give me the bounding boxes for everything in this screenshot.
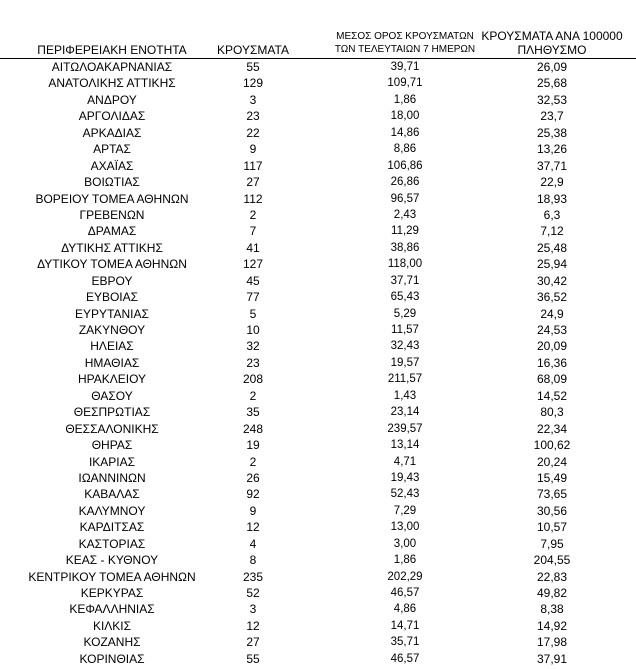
header-per100k xyxy=(472,29,632,57)
avg7-cell: 18,00 xyxy=(390,110,420,123)
cases-cell: 129 xyxy=(242,76,264,91)
avg7-cell: 4,71 xyxy=(393,455,417,468)
cases-cell: 9 xyxy=(249,503,257,518)
avg7-cell: 52,43 xyxy=(390,488,420,501)
table-row xyxy=(0,273,636,289)
avg7-cell: 211,57 xyxy=(387,373,423,386)
region-cell: ΑΡΤΑΣ xyxy=(93,142,131,157)
cases-cell: 235 xyxy=(242,569,264,584)
cases-cell: 41 xyxy=(246,240,260,255)
region-cell: ΚΙΛΚΙΣ xyxy=(92,618,132,633)
table-row xyxy=(0,421,636,437)
per100k-cell: 80,3 xyxy=(540,405,564,420)
table-row xyxy=(0,371,636,387)
region-cell: ΘΕΣΠΡΩΤΙΑΣ xyxy=(73,405,151,420)
region-cell: ΚΟΡΙΝΘΙΑΣ xyxy=(79,651,145,666)
region-cell: ΚΕΝΤΡΙΚΟΥ ΤΟΜΕΑ ΑΘΗΝΩΝ xyxy=(28,569,196,584)
region-cell: ΑΝΑΤΟΛΙΚΗΣ ΑΤΤΙΚΗΣ xyxy=(48,76,176,91)
table-row xyxy=(0,437,636,453)
per100k-cell: 22,34 xyxy=(536,421,568,436)
table-row xyxy=(0,240,636,256)
region-cell: ΒΟΡΕΙΟΥ ΤΟΜΕΑ ΑΘΗΝΩΝ xyxy=(35,191,189,206)
per100k-cell: 36,52 xyxy=(536,290,568,305)
cases-cell: 2 xyxy=(249,454,257,469)
avg7-cell: 202,29 xyxy=(387,570,423,583)
per100k-cell: 204,55 xyxy=(533,553,571,568)
region-cell: ΗΜΑΘΙΑΣ xyxy=(84,355,140,370)
per100k-cell: 22,9 xyxy=(540,175,564,190)
avg7-cell: 1,43 xyxy=(393,389,417,402)
avg7-cell: 14,71 xyxy=(390,619,420,632)
per100k-cell: 8,38 xyxy=(540,602,564,617)
avg7-cell: 4,86 xyxy=(393,603,417,616)
region-cell: ΚΑΣΤΟΡΙΑΣ xyxy=(78,536,146,551)
cases-cell: 5 xyxy=(249,306,257,321)
table-row xyxy=(0,519,636,535)
per100k-cell: 16,36 xyxy=(536,355,568,370)
per100k-cell: 25,48 xyxy=(536,240,568,255)
table-row xyxy=(0,191,636,207)
table-row xyxy=(0,618,636,634)
header-per100k-line2: ΠΛΗΘΥΣΜΟ xyxy=(517,43,587,57)
region-cell: ΘΗΡΑΣ xyxy=(91,438,133,453)
avg7-cell: 8,86 xyxy=(393,143,417,156)
avg7-cell: 5,29 xyxy=(393,307,417,320)
table-row xyxy=(0,59,636,75)
cases-cell: 52 xyxy=(246,586,260,600)
region-cell: ΔΡΑΜΑΣ xyxy=(87,224,137,239)
table-row xyxy=(0,108,636,124)
region-cell: ΚΑΛΥΜΝΟΥ xyxy=(78,503,146,518)
cases-cell: 23 xyxy=(246,355,260,370)
per100k-cell: 37,71 xyxy=(536,158,568,173)
cases-cell: 27 xyxy=(246,175,260,190)
cases-cell: 32 xyxy=(246,339,260,354)
region-cell: ΔΥΤΙΚΟΥ ΤΟΜΕΑ ΑΘΗΝΩΝ xyxy=(37,257,187,272)
region-cell: ΕΒΡΟΥ xyxy=(91,273,133,288)
cases-cell: 3 xyxy=(249,92,257,107)
table-row xyxy=(0,322,636,338)
avg7-cell: 11,29 xyxy=(391,225,419,238)
per100k-cell: 25,38 xyxy=(536,125,568,140)
region-cell: ΕΥΡΥΤΑΝΙΑΣ xyxy=(75,306,149,321)
cases-cell: 55 xyxy=(246,651,260,666)
table-row xyxy=(0,338,636,354)
region-cell: ΙΚΑΡΙΑΣ xyxy=(88,454,136,469)
cases-cell: 12 xyxy=(246,618,260,633)
cases-cell: 22 xyxy=(246,125,260,140)
region-cell: ΑΡΚΑΔΙΑΣ xyxy=(82,125,142,140)
region-cell: ΚΑΡΔΙΤΣΑΣ xyxy=(79,520,145,535)
region-cell: ΘΕΣΣΑΛΟΝΙΚΗΣ xyxy=(65,421,159,436)
table-row xyxy=(0,141,636,157)
per100k-cell: 68,09 xyxy=(536,372,568,387)
cases-cell: 92 xyxy=(246,487,260,502)
avg7-cell: 46,57 xyxy=(390,587,420,599)
region-cell: ΖΑΚΥΝΘΟΥ xyxy=(78,323,146,337)
cases-cell: 7 xyxy=(249,224,257,239)
table-row xyxy=(0,651,636,667)
table-row xyxy=(0,92,636,108)
region-cell: ΕΥΒΟΙΑΣ xyxy=(85,290,139,305)
per100k-cell: 25,94 xyxy=(536,257,568,272)
per100k-cell: 73,65 xyxy=(536,487,568,502)
avg7-cell: 96,57 xyxy=(390,192,420,205)
table-body xyxy=(0,59,636,667)
cases-cell: 27 xyxy=(246,635,260,650)
cases-cell: 3 xyxy=(249,602,257,617)
cases-cell: 112 xyxy=(243,191,263,206)
table-row xyxy=(0,552,636,568)
avg7-cell: 2,43 xyxy=(393,208,417,221)
cases-cell: 19 xyxy=(246,438,260,453)
avg7-cell: 13,00 xyxy=(390,521,420,534)
table-row xyxy=(0,289,636,305)
region-cell: ΘΑΣΟΥ xyxy=(91,388,133,403)
avg7-cell: 7,29 xyxy=(393,504,417,517)
region-cell: ΑΝΔΡΟΥ xyxy=(87,92,137,107)
cases-cell: 208 xyxy=(242,372,264,387)
per100k-cell: 49,82 xyxy=(536,586,568,600)
region-cell: ΗΡΑΚΛΕΙΟΥ xyxy=(77,372,147,387)
table-row xyxy=(0,601,636,617)
table-row xyxy=(0,470,636,486)
table-row xyxy=(0,174,636,190)
table-row xyxy=(0,125,636,141)
per100k-cell: 20,09 xyxy=(536,339,568,354)
region-cell: ΚΕΑΣ - ΚΥΘΝΟΥ xyxy=(65,553,159,568)
cases-cell: 117 xyxy=(243,158,263,173)
table-row xyxy=(0,388,636,404)
region-cell: ΙΩΑΝΝΙΝΩΝ xyxy=(78,470,146,485)
cases-cell: 248 xyxy=(242,421,264,436)
per100k-cell: 14,92 xyxy=(536,618,568,633)
per100k-cell: 10,57 xyxy=(536,520,568,535)
table-row xyxy=(0,355,636,371)
per100k-cell: 24,9 xyxy=(540,306,564,321)
per100k-cell: 7,12 xyxy=(540,224,564,239)
cases-cell: 10 xyxy=(246,323,260,337)
header-cases: ΚΡΟΥΣΜΑΤΑ xyxy=(217,43,289,57)
table-row xyxy=(0,256,636,272)
per100k-cell: 23,7 xyxy=(540,109,564,124)
per100k-cell: 7,95 xyxy=(540,536,564,551)
region-cell: ΚΑΒΑΛΑΣ xyxy=(84,487,140,502)
header-avg7-line1: ΜΕΣΟΣ ΟΡΟΣ ΚΡΟΥΣΜΑΤΩΝ xyxy=(336,31,474,42)
region-cell: ΗΛΕΙΑΣ xyxy=(90,339,134,354)
region-cell: ΓΡΕΒΕΝΩΝ xyxy=(79,207,145,222)
per100k-cell: 15,49 xyxy=(536,470,568,485)
avg7-cell: 239,57 xyxy=(387,422,423,435)
header-avg7-line2: ΤΩΝ ΤΕΛΕΥΤΑΙΩΝ 7 ΗΜΕΡΩΝ xyxy=(334,44,476,55)
cases-cell: 45 xyxy=(246,273,260,288)
region-cell: ΑΧΑΪΑΣ xyxy=(90,158,134,173)
avg7-cell: 3,00 xyxy=(393,537,417,550)
per100k-cell: 20,24 xyxy=(536,454,568,469)
header-per100k-line1: ΚΡΟΥΣΜΑΤΑ ΑΝΑ 100000 xyxy=(481,29,623,43)
per100k-cell: 24,53 xyxy=(536,323,568,337)
region-cell: ΑΙΤΩΛΟΑΚΑΡΝΑΝΙΑΣ xyxy=(51,60,173,74)
avg7-cell: 109,71 xyxy=(387,77,423,90)
cases-cell: 9 xyxy=(249,142,257,157)
per100k-cell: 18,93 xyxy=(536,191,568,206)
avg7-cell: 1,86 xyxy=(393,554,417,567)
table-row xyxy=(0,454,636,470)
avg7-cell: 14,86 xyxy=(390,126,420,139)
region-cell: ΔΥΤΙΚΗΣ ΑΤΤΙΚΗΣ xyxy=(61,240,163,255)
per100k-cell: 30,56 xyxy=(536,503,568,518)
avg7-cell: 38,86 xyxy=(390,241,420,254)
table-row xyxy=(0,536,636,552)
cases-cell: 26 xyxy=(246,470,260,485)
avg7-cell: 118,00 xyxy=(387,258,423,271)
cases-cell: 8 xyxy=(249,553,257,568)
avg7-cell: 106,86 xyxy=(387,159,423,172)
region-cell: ΚΕΡΚΥΡΑΣ xyxy=(80,586,144,600)
per100k-cell: 17,98 xyxy=(536,635,568,650)
avg7-cell: 26,86 xyxy=(390,176,420,189)
table-row xyxy=(0,486,636,502)
per100k-cell: 30,42 xyxy=(536,273,568,288)
per100k-cell: 37,91 xyxy=(536,651,568,666)
cases-cell: 23 xyxy=(246,109,260,124)
avg7-cell: 1,86 xyxy=(393,93,417,106)
avg7-cell: 19,43 xyxy=(390,471,420,484)
cases-cell: 2 xyxy=(249,388,257,403)
table-row xyxy=(0,207,636,223)
avg7-cell: 19,57 xyxy=(390,356,420,369)
table-row xyxy=(0,158,636,174)
cases-cell: 12 xyxy=(246,520,260,535)
table-row xyxy=(0,223,636,239)
table-row xyxy=(0,306,636,322)
table-row xyxy=(0,503,636,519)
table-row xyxy=(0,404,636,420)
avg7-cell: 11,57 xyxy=(391,324,419,336)
header-region: ΠΕΡΙΦΕΡΕΙΑΚΗ ΕΝΟΤΗΤΑ xyxy=(37,43,187,57)
avg7-cell: 37,71 xyxy=(390,274,420,287)
cases-cell: 55 xyxy=(246,60,260,74)
per100k-cell: 25,68 xyxy=(536,76,568,91)
header-avg7 xyxy=(326,30,484,56)
table-row xyxy=(0,569,636,585)
per100k-cell: 32,53 xyxy=(536,92,568,107)
cases-cell: 77 xyxy=(246,290,260,305)
avg7-cell: 23,14 xyxy=(390,406,420,419)
table-row xyxy=(0,75,636,91)
avg7-cell: 13,14 xyxy=(390,439,420,452)
per100k-cell: 14,52 xyxy=(536,388,568,403)
per100k-cell: 26,09 xyxy=(536,60,568,74)
cases-cell: 2 xyxy=(249,207,257,222)
avg7-cell: 35,71 xyxy=(390,636,420,649)
region-cell: ΑΡΓΟΛΙΔΑΣ xyxy=(78,109,146,124)
avg7-cell: 46,57 xyxy=(390,652,420,665)
avg7-cell: 65,43 xyxy=(390,291,420,304)
region-cell: ΚΕΦΑΛΛΗΝΙΑΣ xyxy=(69,602,155,617)
avg7-cell: 32,43 xyxy=(390,340,420,353)
per100k-cell: 13,26 xyxy=(536,142,568,157)
cases-cell: 35 xyxy=(246,405,260,420)
region-cell: ΒΟΙΩΤΙΑΣ xyxy=(84,175,140,190)
avg7-cell: 39,71 xyxy=(390,61,420,73)
cases-cell: 4 xyxy=(249,536,257,551)
per100k-cell: 22,83 xyxy=(536,569,568,584)
region-cell: ΚΟΖΑΝΗΣ xyxy=(83,635,141,650)
per100k-cell: 100,62 xyxy=(533,438,571,453)
table-row xyxy=(0,634,636,650)
per100k-cell: 6,3 xyxy=(543,207,561,222)
table-row xyxy=(0,585,636,601)
cases-cell: 127 xyxy=(242,257,264,272)
